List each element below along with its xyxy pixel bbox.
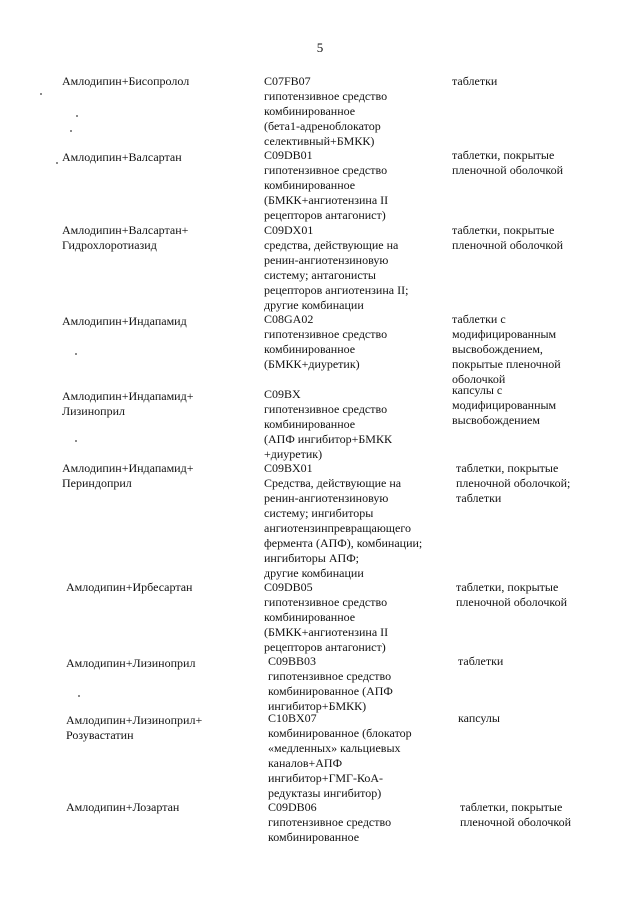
- drug-name: Амлодипин+Бисопролол: [62, 74, 190, 88]
- drug-name: Амлодипин+Ирбесартан: [66, 580, 193, 594]
- dosage-form: капсулы: [458, 711, 500, 725]
- atc-code: C09DB01 гипотензивное средство комбинированное (БМКК+ангиотензина II рецепторов антагонист): [264, 148, 389, 222]
- atc-code: C09BX гипотензивное средство комбинированное (АПФ ингибитор+БМКК +диуретик): [264, 387, 392, 461]
- scan-speck: [40, 93, 42, 95]
- drug-name: Амлодипин+Индапамид+ Периндоприл: [62, 461, 194, 490]
- atc-code: C09DB06 гипотензивное средство комбинированное: [268, 800, 392, 844]
- drug-name: Амлодипин+Индапамид: [62, 314, 187, 328]
- dosage-form: таблетки: [452, 74, 498, 88]
- drug-name: Амлодипин+Лозартан: [66, 800, 180, 814]
- dosage-form: таблетки, покрытые пленочной оболочкой: [452, 223, 564, 252]
- dosage-form: таблетки: [458, 654, 504, 668]
- atc-code: C07FB07 гипотензивное средство комбинированное (бета1-адреноблокатор селективный+БМКК): [264, 74, 388, 148]
- scan-speck: [78, 695, 80, 697]
- drug-name: Амлодипин+Индапамид+ Лизиноприл: [62, 389, 194, 418]
- page-number: 5: [316, 40, 324, 55]
- atc-code: C09DB05 гипотензивное средство комбинированное (БМКК+ангиотензина II рецепторов антагонист): [264, 580, 389, 654]
- dosage-form: капсулы с модифицированным высвобождением: [452, 383, 557, 427]
- atc-code: C09DX01 средства, действующие на ренин-ангиотензиновую систему; антагонисты рецепторов ангиотензина II; другие комбинации: [264, 223, 409, 312]
- scan-speck: [70, 130, 72, 132]
- atc-code: C10BX07 комбинированное (блокатор «медленных» кальциевых каналов+АПФ ингибитор+ГМГ-КоА- редуктазы ингибитор): [268, 711, 412, 800]
- atc-code: C09BX01 Средства, действующие на ренин-ангиотензиновую систему; ингибиторы ангиотензинпревращающего фермента (АПФ), комбинации; ингибиторы АПФ; другие комбинации: [264, 461, 423, 580]
- drug-name: Амлодипин+Валсартан: [62, 150, 182, 164]
- scan-speck: [75, 353, 77, 355]
- atc-code: C08GA02 гипотензивное средство комбинированное (БМКК+диуретик): [264, 312, 388, 371]
- dosage-form: таблетки, покрытые пленочной оболочкой; таблетки: [456, 461, 571, 505]
- scan-speck: [75, 440, 77, 442]
- dosage-form: таблетки, покрытые пленочной оболочкой: [456, 580, 568, 609]
- dosage-form: таблетки с модифицированным высвобождением, покрытые пленочной оболочкой: [452, 312, 561, 386]
- scan-speck: [76, 115, 78, 117]
- dosage-form: таблетки, покрытые пленочной оболочкой: [452, 148, 564, 177]
- dosage-form: таблетки, покрытые пленочной оболочкой: [460, 800, 572, 829]
- scan-speck: [56, 162, 58, 164]
- drug-name: Амлодипин+Лизиноприл+ Розувастатин: [66, 713, 203, 742]
- drug-name: Амлодипин+Лизиноприл: [66, 656, 196, 670]
- atc-code: C09BB03 гипотензивное средство комбинированное (АПФ ингибитор+БМКК): [268, 654, 393, 713]
- drug-name: Амлодипин+Валсартан+ Гидрохлоротиазид: [62, 223, 189, 252]
